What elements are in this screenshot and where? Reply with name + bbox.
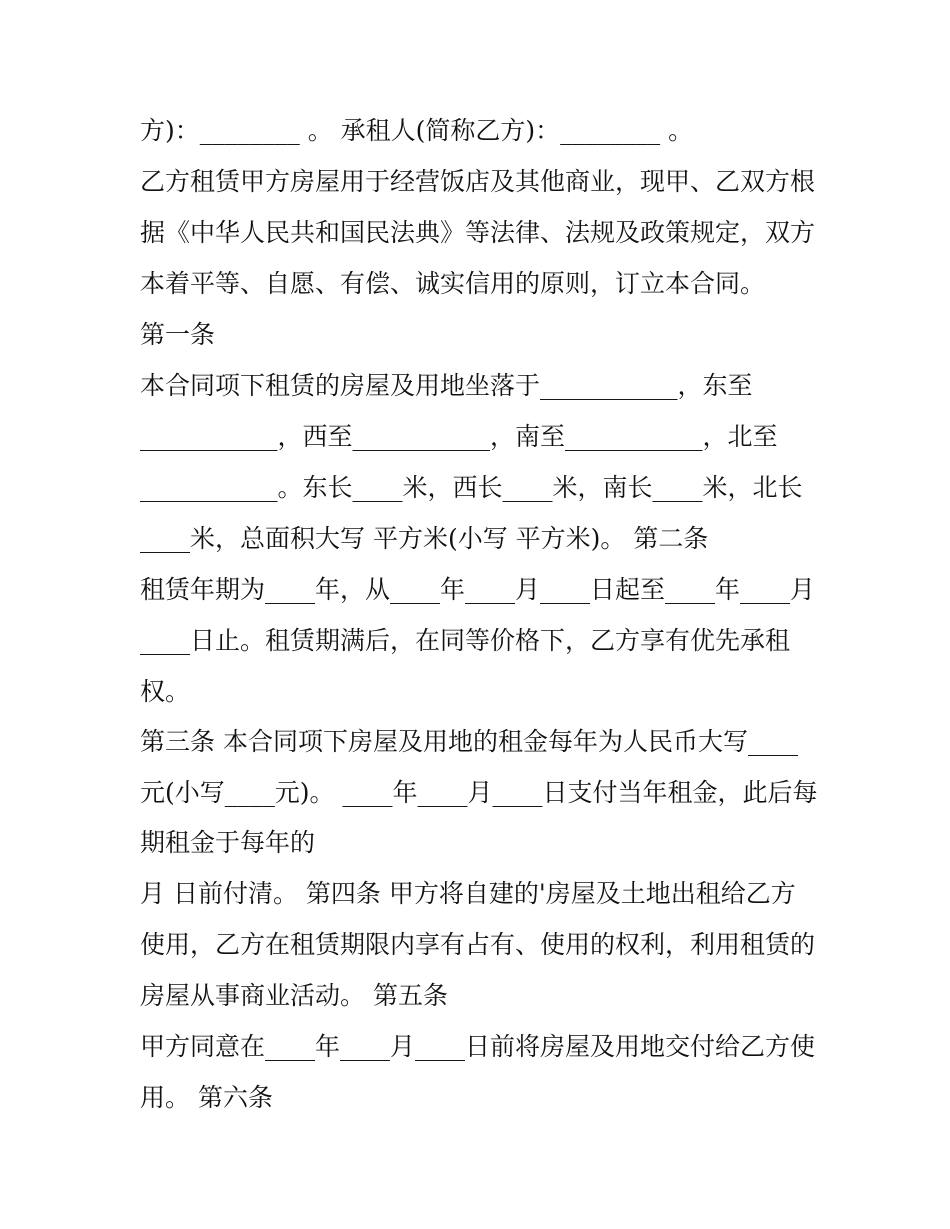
text-line-2: 乙方租赁甲方房屋用于经营饭店及其他商业，现甲、乙双方根 xyxy=(140,167,816,196)
text-line-19: 甲方同意在____年____月____日前将房屋及用地交付给乙方使 xyxy=(140,1032,816,1061)
text-line-7: ___________，西至___________，南至___________，北至 xyxy=(140,422,778,451)
text-line-8: ___________。东长____米，西长____米，南长____米，北长 xyxy=(140,473,803,502)
text-line-12: 权。 xyxy=(140,677,191,706)
text-line-15: 期租金于每年的 xyxy=(140,828,316,857)
text-line-6: 本合同项下租赁的房屋及用地坐落于___________，东至 xyxy=(140,371,753,400)
text-line-3: 据《中华人民共和国民法典》等法律、法规及政策规定，双方 xyxy=(140,218,816,247)
text-line-10: 租赁年期为____年，从____年____月____日起至____年____月 xyxy=(140,575,816,604)
text-line-9: ____米，总面积大写 平方米(小写 平方米)。 第二条 xyxy=(140,524,709,553)
text-line-18: 房屋从事商业活动。 第五条 xyxy=(140,981,448,1010)
text-line-11: ____日止。租赁期满后，在同等价格下，乙方享有优先承租 xyxy=(140,626,791,655)
text-line-17: 使用，乙方在租赁期限内享有占有、使用的权利，利用租赁的 xyxy=(140,930,816,959)
text-line-16: 月 日前付清。 第四条 甲方将自建的'房屋及土地出租给乙方 xyxy=(140,879,796,908)
text-line-20: 用。 第六条 xyxy=(140,1083,273,1112)
text-line-4: 本着平等、自愿、有偿、诚实信用的原则，订立本合同。 xyxy=(140,269,766,298)
text-line-13: 第三条 本合同项下房屋及用地的租金每年为人民币大写____ xyxy=(140,727,798,756)
text-line-14: 元(小写____元)。 ____年____月____日支付当年租金，此后每 xyxy=(140,778,818,807)
text-line-1: 方)：________ 。 承租人(简称乙方)：________ 。 xyxy=(140,116,694,145)
article-heading-1: 第一条 xyxy=(140,320,216,349)
